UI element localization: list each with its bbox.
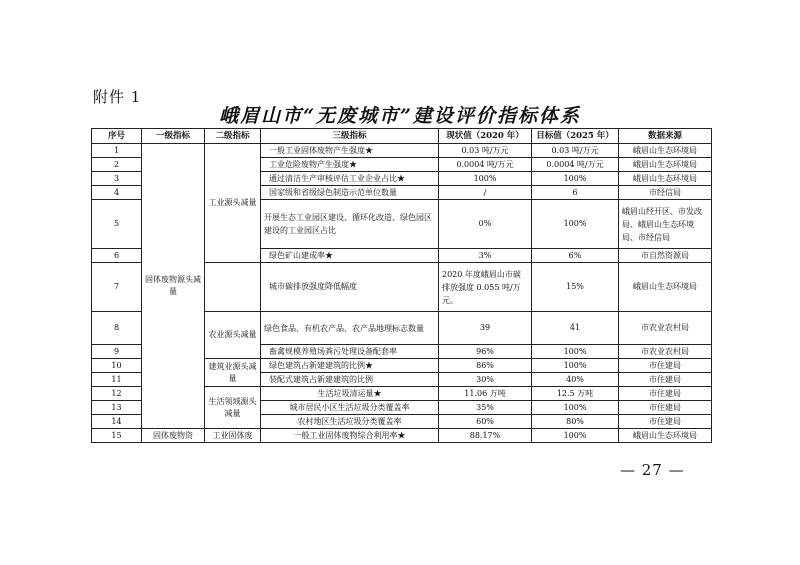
row-no: 12 — [92, 387, 142, 401]
row-no: 2 — [92, 158, 142, 172]
row-target: 6 — [532, 186, 619, 200]
row-no: 15 — [92, 429, 142, 443]
row-no: 7 — [92, 263, 142, 312]
row-indicator: 一般工业固体废物综合利用率★ — [261, 429, 439, 443]
row-current: 2020 年度峨眉山市碳排放强度 0.055 吨/万元。 — [439, 263, 532, 312]
row-no: 9 — [92, 345, 142, 359]
row-no: 11 — [92, 373, 142, 387]
row-source: 峨眉山生态环境局 — [619, 429, 712, 443]
row-current: 35% — [439, 401, 532, 415]
level1-cell: 固体废物资 — [142, 429, 205, 443]
row-indicator: 工业危险废物产生强度★ — [261, 158, 439, 172]
table-header-row — [92, 129, 712, 144]
row-indicator: 城市碳排放强度降低幅度 — [261, 263, 439, 312]
row-indicator: 绿色矿山建成率★ — [261, 249, 439, 263]
row-indicator: 开展生态工业园区建设、循环化改造、绿色园区建设的工业园区占比 — [261, 200, 439, 249]
row-target: 100% — [532, 401, 619, 415]
row-indicator: 国家级和省级绿色制造示范单位数量 — [261, 186, 439, 200]
row-source: 峨眉山生态环境局 — [619, 158, 712, 172]
header-target: 目标值（2025 年） — [532, 129, 619, 144]
row-current: 96% — [439, 345, 532, 359]
row-source: 市农业农村局 — [619, 312, 712, 345]
page-number: — 27 — — [620, 461, 685, 479]
row-no: 3 — [92, 172, 142, 186]
row-source: 峨眉山经开区、市发改局、峨眉山生态环境局、市经信局 — [619, 200, 712, 249]
row-target: 40% — [532, 373, 619, 387]
row-source: 峨眉山生态环境局 — [619, 144, 712, 158]
row-source: 市住建局 — [619, 401, 712, 415]
row-no: 8 — [92, 312, 142, 345]
row-indicator: 装配式建筑占新建建筑的比例 — [261, 373, 439, 387]
level2-cell: 生活领域源头减量 — [205, 387, 261, 429]
row-target: 0.0004 吨/万元 — [532, 158, 619, 172]
header-level3: 三级指标 — [261, 129, 439, 144]
row-target: 41 — [532, 312, 619, 345]
row-source: 市农业农村局 — [619, 345, 712, 359]
row-no: 10 — [92, 359, 142, 373]
level2-cell: 工业固体废 — [205, 429, 261, 443]
row-current: 0.03 吨/万元 — [439, 144, 532, 158]
row-target: 100% — [532, 172, 619, 186]
row-source: 峨眉山生态环境局 — [619, 263, 712, 312]
row-current: 11.06 万吨 — [439, 387, 532, 401]
row-source: 市住建局 — [619, 373, 712, 387]
row-no: 1 — [92, 144, 142, 158]
row-current: 0% — [439, 200, 532, 249]
header-source: 数据来源 — [619, 129, 712, 144]
level2-cell: 农业源头减量 — [205, 312, 261, 359]
header-current: 现状值（2020 年） — [439, 129, 532, 144]
document-title: 峨眉山市“无废城市”建设评价指标体系 — [219, 105, 581, 127]
header-level1: 一级指标 — [142, 129, 205, 144]
row-indicator: 畜禽规模养殖场粪污处理设备配套率 — [261, 345, 439, 359]
row-current: 30% — [439, 373, 532, 387]
row-indicator: 绿色食品、有机农产品、农产品地理标志数量 — [261, 312, 439, 345]
row-target: 6% — [532, 249, 619, 263]
row-target: 0.03 吨/万元 — [532, 144, 619, 158]
row-no: 6 — [92, 249, 142, 263]
row-current: 100% — [439, 172, 532, 186]
row-target: 15% — [532, 263, 619, 312]
row-target: 100% — [532, 200, 619, 249]
row-current: / — [439, 186, 532, 200]
row-target: 100% — [532, 429, 619, 443]
row-target: 12.5 万吨 — [532, 387, 619, 401]
indicator-table — [91, 128, 712, 443]
level2-cell: 工业源头减量 — [205, 144, 261, 263]
row-indicator: 城市居民小区生活垃圾分类覆盖率 — [261, 401, 439, 415]
row-current: 39 — [439, 312, 532, 345]
table-row — [92, 144, 712, 158]
header-no: 序号 — [92, 129, 142, 144]
row-current: 88.17% — [439, 429, 532, 443]
row-source: 峨眉山生态环境局 — [619, 172, 712, 186]
row-no: 4 — [92, 186, 142, 200]
row-source: 市经信局 — [619, 186, 712, 200]
attachment-label: 附件 1 — [93, 88, 142, 106]
row-current: 3% — [439, 249, 532, 263]
row-current: 60% — [439, 415, 532, 429]
row-indicator: 农村地区生活垃圾分类覆盖率 — [261, 415, 439, 429]
row-current: 0.0004 吨/万元 — [439, 158, 532, 172]
row-target: 100% — [532, 345, 619, 359]
row-indicator: 生活垃圾清运量★ — [261, 387, 439, 401]
row-source: 市住建局 — [619, 415, 712, 429]
row-indicator: 绿色建筑占新建建筑的比例★ — [261, 359, 439, 373]
level1-cell: 固体废物源头减量 — [142, 144, 205, 429]
level2-cell-empty — [205, 263, 261, 312]
row-source: 市住建局 — [619, 359, 712, 373]
row-no: 5 — [92, 200, 142, 249]
row-target: 100% — [532, 359, 619, 373]
header-level2: 二级指标 — [205, 129, 261, 144]
table-row — [92, 429, 712, 443]
level2-cell: 建筑业源头减量 — [205, 359, 261, 387]
row-current: 86% — [439, 359, 532, 373]
row-indicator: 一般工业固体废物产生强度★ — [261, 144, 439, 158]
row-no: 14 — [92, 415, 142, 429]
row-no: 13 — [92, 401, 142, 415]
row-indicator: 通过清洁生产审核评估工业企业占比★ — [261, 172, 439, 186]
row-source: 市自然资源局 — [619, 249, 712, 263]
row-target: 80% — [532, 415, 619, 429]
row-source: 市住建局 — [619, 387, 712, 401]
